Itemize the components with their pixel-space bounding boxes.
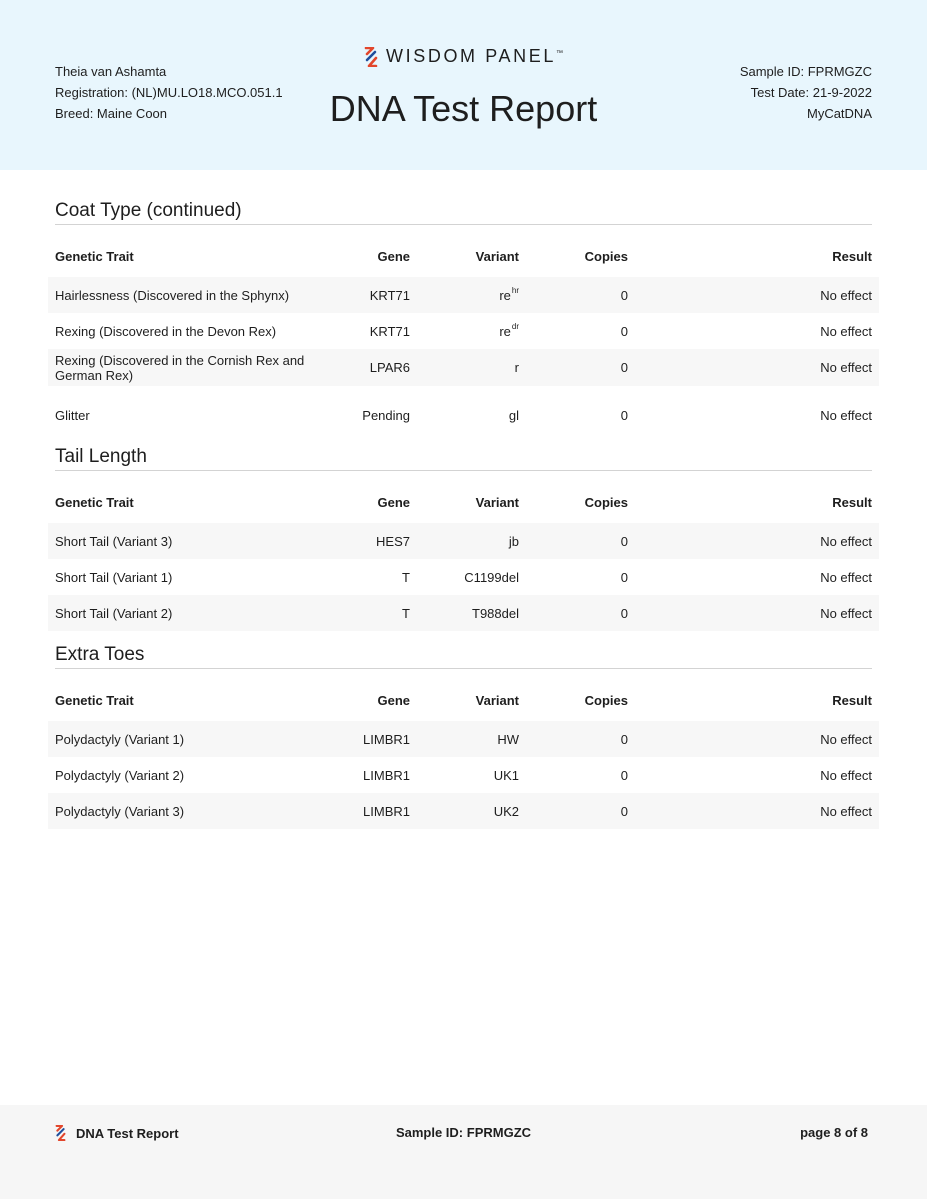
gene: LIMBR1 <box>363 731 410 747</box>
table-row <box>48 349 879 386</box>
gene: HES7 <box>376 533 410 549</box>
result: No effect <box>820 360 872 375</box>
variant: gl <box>508 407 519 423</box>
table-row <box>48 559 879 595</box>
result: No effect <box>820 323 872 339</box>
col-trait-header: Genetic Trait <box>55 494 134 510</box>
col-copies-header: Copies <box>584 494 628 510</box>
variant-superscript: hr <box>511 285 519 295</box>
copies: 0 <box>620 767 628 783</box>
result: No effect <box>820 767 872 783</box>
gene: Pending <box>362 407 410 423</box>
result: No effect <box>820 569 872 585</box>
report-header <box>0 0 927 170</box>
copies: 0 <box>620 407 628 423</box>
sample-id: Sample ID: FPRMGZC <box>739 64 872 79</box>
gene: LIMBR1 <box>363 767 410 783</box>
col-trait-header: Genetic Trait <box>55 692 134 708</box>
table-row <box>48 277 879 313</box>
trait-name: Rexing (Discovered in the Devon Rex) <box>55 323 277 339</box>
section-title: Coat Type (continued) <box>55 198 872 225</box>
copies: 0 <box>620 605 628 621</box>
test-date: Test Date: 21-9-2022 <box>750 85 872 100</box>
table-header <box>55 689 872 711</box>
copies: 0 <box>620 533 628 549</box>
trait-name: Hairlessness (Discovered in the Sphynx) <box>55 287 290 303</box>
gene: KRT71 <box>369 287 410 303</box>
col-variant-header: Variant <box>475 248 519 264</box>
variant: C1199del <box>464 569 519 585</box>
copies: 0 <box>620 731 628 747</box>
trait-name: Polydactyly (Variant 3) <box>55 803 185 819</box>
variant: r <box>514 360 519 375</box>
table-row <box>48 313 879 349</box>
copies: 0 <box>620 287 628 303</box>
table-row <box>48 595 879 631</box>
trait-name: Short Tail (Variant 3) <box>55 533 173 549</box>
table-header <box>55 491 872 513</box>
variant: re $^{hr}$ <box>499 285 519 303</box>
copies: 0 <box>620 569 628 585</box>
col-gene-header: Gene <box>377 494 410 510</box>
brand-name: WISDOM PANEL™ <box>386 46 563 66</box>
variant: T988del <box>472 605 519 621</box>
result: No effect <box>820 287 872 303</box>
col-variant-header: Variant <box>475 494 519 510</box>
variant: HW <box>497 731 519 747</box>
variant: UK2 <box>493 803 519 819</box>
table-row <box>48 757 879 793</box>
section-coat-type <box>55 198 872 444</box>
table-row <box>48 386 879 444</box>
gene: T <box>402 569 410 585</box>
table-row <box>48 721 879 757</box>
col-result-header: Result <box>832 692 872 708</box>
trait-name: Polydactyly (Variant 2) <box>55 767 185 783</box>
result: No effect <box>820 407 872 423</box>
col-result-header: Result <box>832 494 872 510</box>
variant: jb <box>508 533 519 549</box>
section-title: Extra Toes <box>55 642 872 669</box>
variant: re $^{dr}$ <box>499 321 519 339</box>
col-copies-header: Copies <box>584 248 628 264</box>
col-result-header: Result <box>832 248 872 264</box>
product-name: MyCatDNA <box>806 106 872 121</box>
footer-sample-id: Sample ID: FPRMGZC <box>395 1125 532 1140</box>
table-row <box>48 523 879 559</box>
col-trait-header: Genetic Trait <box>55 248 134 264</box>
wisdom-panel-logo-icon <box>364 47 378 67</box>
table-header <box>55 245 872 267</box>
gene: T <box>402 605 410 621</box>
breed: Breed: Maine Coon <box>55 106 168 121</box>
owner-name: Theia van Ashamta <box>55 64 167 79</box>
col-copies-header: Copies <box>584 692 628 708</box>
footer-report-name: DNA Test Report <box>76 1125 179 1141</box>
copies: 0 <box>620 803 628 819</box>
result: No effect <box>820 605 872 621</box>
trait-name: Rexing (Discovered in the Cornish Rex and German Rex) <box>55 352 305 383</box>
variant: UK1 <box>493 767 519 783</box>
result: No effect <box>820 731 872 747</box>
section-tail-length <box>55 444 872 631</box>
trait-name: Polydactyly (Variant 1) <box>55 731 185 747</box>
section-extra-toes <box>55 642 872 829</box>
trait-name: Short Tail (Variant 1) <box>55 569 173 585</box>
col-gene-header: Gene <box>377 248 410 264</box>
variant-superscript: dr <box>511 321 519 331</box>
table-row <box>48 793 879 829</box>
registration-number: Registration: (NL)MU.LO18.MCO.051.1 <box>55 85 283 100</box>
result: No effect <box>820 533 872 549</box>
report-footer <box>0 1105 927 1199</box>
copies: 0 <box>620 323 628 339</box>
trait-name: Short Tail (Variant 2) <box>55 605 173 621</box>
copies: 0 <box>620 360 628 375</box>
gene: LIMBR1 <box>363 803 410 819</box>
page-title: DNA Test Report <box>329 88 598 129</box>
trait-name: Glitter <box>55 407 90 423</box>
gene: KRT71 <box>369 323 410 339</box>
col-variant-header: Variant <box>475 692 519 708</box>
gene: LPAR6 <box>369 360 410 375</box>
result: No effect <box>820 803 872 819</box>
section-title: Tail Length <box>55 444 872 471</box>
page-number: page 8 of 8 <box>800 1125 868 1140</box>
sample-info <box>740 61 872 124</box>
col-gene-header: Gene <box>377 692 410 708</box>
